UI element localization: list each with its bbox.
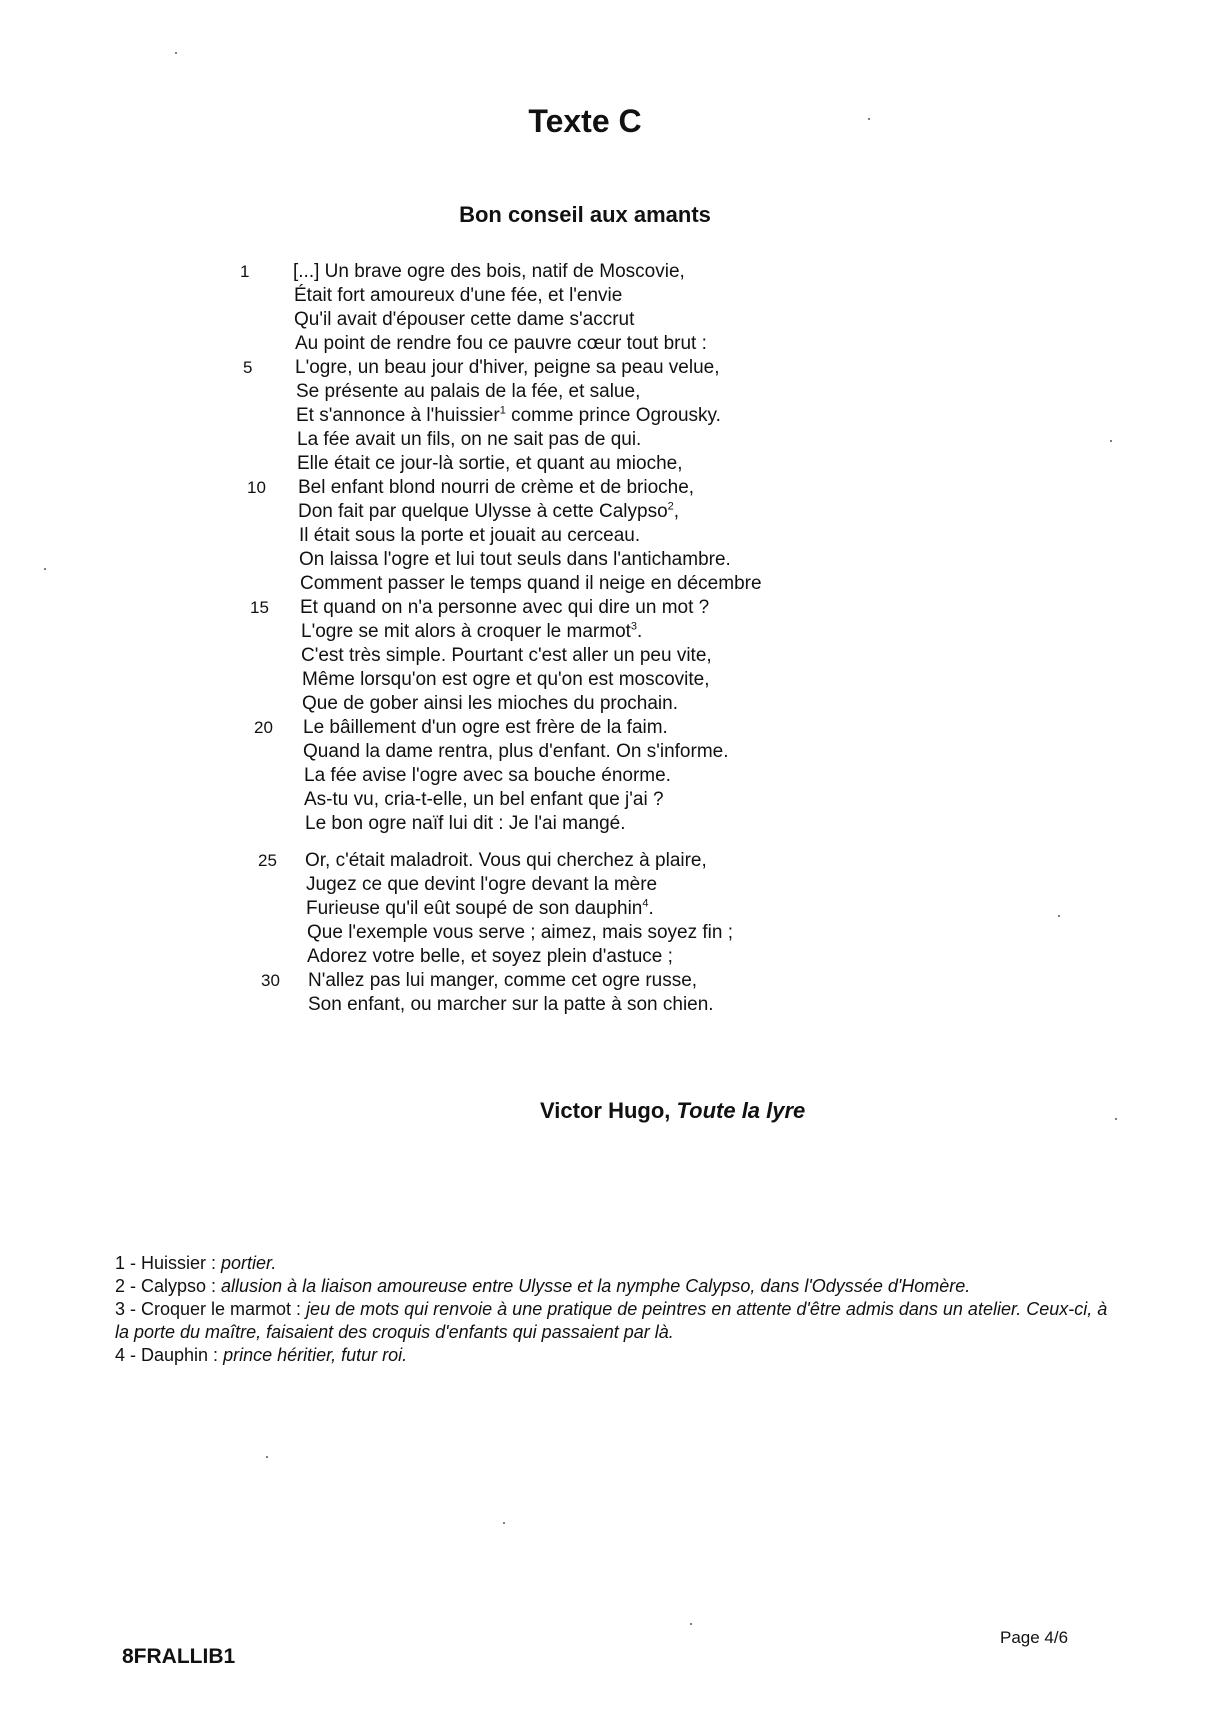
line-text — [308, 969, 697, 993]
line-text — [298, 476, 694, 500]
verse-text: Bel enfant blond nourri de crème et de brioche, — [298, 477, 695, 498]
line-text — [300, 596, 709, 620]
verse-text: Le bâillement d'un ogre est frère de la faim. — [303, 717, 668, 738]
poem-line — [0, 716, 1216, 740]
poem-line — [0, 921, 1216, 945]
verse-text: Son enfant, ou marcher sur la patte à son chien. — [308, 994, 714, 1015]
scan-speck — [1110, 440, 1112, 442]
verse-text-tail: comme prince Ogrousky. — [505, 405, 721, 426]
verse-text: Jugez ce que devint l'ogre devant la mère — [306, 874, 658, 895]
poem-line — [0, 308, 1216, 332]
line-number: 30 — [261, 971, 280, 990]
line-number: 10 — [247, 478, 266, 497]
verse-text: Adorez votre belle, et soyez plein d'astuce ; — [307, 946, 673, 967]
line-text — [297, 452, 682, 476]
poem-line — [0, 404, 1216, 428]
poem-line — [0, 428, 1216, 452]
poem-line — [0, 644, 1216, 668]
verse-text: La fée avait un fils, on ne sait pas de qui. — [297, 429, 642, 450]
footnote-definition: jeu de mots qui renvoie à une pratique de peintres en attente d'être admis dans un atelier. Ceux-ci, à la porte du maître, faisaient des croquis d'enfants qui passaient par là. — [115, 1299, 1108, 1342]
verse-text: On laissa l'ogre et lui tout seuls dans l'antichambre. — [299, 549, 731, 570]
line-text — [305, 812, 626, 836]
poem-line — [0, 668, 1216, 692]
poem-line — [0, 524, 1216, 548]
poem-line — [0, 284, 1216, 308]
poem-line — [0, 260, 1216, 284]
verse-text: Que l'exemple vous serve ; aimez, mais soyez fin ; — [307, 922, 734, 943]
line-text — [301, 620, 642, 644]
poem-line — [0, 969, 1216, 993]
line-text — [300, 572, 762, 596]
poem-line — [0, 764, 1216, 788]
verse-text: La fée avise l'ogre avec sa bouche énorme. — [304, 765, 671, 786]
scan-speck — [1058, 915, 1060, 917]
footnote-term: 2 - Calypso : — [115, 1276, 222, 1296]
poem-line — [0, 692, 1216, 716]
footnote-definition: allusion à la liaison amoureuse entre Ulysse et la nymphe Calypso, dans l'Odyssée d'Homère. — [221, 1276, 971, 1296]
line-text — [306, 873, 657, 897]
verse-text: Qu'il avait d'épouser cette dame s'accrut — [294, 309, 635, 330]
verse-text: Que de gober ainsi les mioches du prochain. — [302, 693, 679, 714]
line-text — [304, 764, 671, 788]
footnote-ref: 2 — [667, 500, 674, 513]
exam-code: 8FRALLIB1 — [122, 1645, 236, 1668]
verse-text: Était fort amoureux d'une fée, et l'envie — [294, 285, 623, 306]
verse-text: Au point de rendre fou ce pauvre cœur tout brut : — [295, 333, 707, 354]
footnote — [115, 1275, 1115, 1298]
poem-line — [0, 849, 1216, 873]
verse-text: Et s'annonce à l'huissier — [296, 405, 500, 426]
line-text — [301, 644, 712, 668]
poem-line — [0, 572, 1216, 596]
footnote-term: 3 - Croquer le marmot : — [115, 1299, 307, 1319]
verse-text: As-tu vu, cria-t-elle, un bel enfant que j'ai ? — [304, 789, 664, 810]
footnote-definition: portier. — [221, 1253, 277, 1273]
poem-line — [0, 596, 1216, 620]
verse-text: N'allez pas lui manger, comme cet ogre russe, — [308, 970, 698, 991]
footnote-ref: 1 — [499, 404, 506, 417]
scan-speck — [503, 1522, 505, 1524]
poem-line — [0, 356, 1216, 380]
line-text — [307, 921, 733, 945]
line-number: 15 — [250, 598, 269, 617]
poem-line — [0, 476, 1216, 500]
footnote — [115, 1252, 1115, 1275]
poem-line — [0, 873, 1216, 897]
verse-text-tail: . — [637, 621, 643, 642]
line-text — [306, 897, 654, 921]
footnotes — [115, 1252, 1115, 1367]
verse-text: Le bon ogre naïf lui dit : Je l'ai mangé. — [305, 813, 626, 834]
poem-line — [0, 897, 1216, 921]
footnote — [115, 1298, 1115, 1344]
page-number: Page 4/6 — [1000, 1628, 1069, 1647]
verse-text-tail: , — [673, 501, 680, 522]
line-text — [302, 668, 710, 692]
line-text — [293, 260, 685, 284]
line-text — [308, 993, 714, 1017]
poem-line — [0, 332, 1216, 356]
line-text — [296, 380, 640, 404]
page-title: Texte C — [528, 103, 642, 139]
verse-text: [...] Un brave ogre des bois, natif de Moscovie, — [293, 261, 685, 282]
verse-text-tail: . — [648, 898, 654, 919]
footnote-definition: prince héritier, futur roi. — [223, 1345, 408, 1365]
line-text — [303, 716, 668, 740]
poem-line — [0, 380, 1216, 404]
footnote-ref: 3 — [630, 620, 638, 633]
line-text — [296, 404, 721, 428]
line-number: 1 — [240, 262, 250, 281]
line-text — [295, 332, 707, 356]
line-number: 5 — [243, 358, 253, 377]
work-title: Toute la lyre — [676, 1098, 806, 1123]
line-text — [294, 284, 622, 308]
scan-speck — [868, 118, 870, 120]
verse-text: Se présente au palais de la fée, et salue, — [296, 381, 641, 402]
scan-speck — [175, 52, 177, 54]
line-text — [294, 308, 634, 332]
line-number: 25 — [258, 851, 277, 870]
poem-line — [0, 452, 1216, 476]
verse-text: Don fait par quelque Ulysse à cette Calypso — [298, 501, 668, 522]
verse-text: L'ogre, un beau jour d'hiver, peigne sa peau velue, — [295, 357, 720, 378]
footnote-ref: 4 — [642, 897, 649, 910]
line-text — [305, 849, 707, 873]
line-text — [303, 740, 729, 764]
scan-speck — [1115, 1118, 1117, 1120]
poem-line — [0, 740, 1216, 764]
line-text — [297, 428, 641, 452]
poem-line — [0, 788, 1216, 812]
line-text — [304, 788, 664, 812]
footnote-term: 1 - Huissier : — [115, 1253, 222, 1273]
line-text — [299, 524, 640, 548]
verse-text: Elle était ce jour-là sortie, et quant au mioche, — [297, 453, 683, 474]
line-number: 20 — [254, 718, 273, 737]
poem-title: Bon conseil aux amants — [459, 202, 711, 227]
line-text — [299, 548, 731, 572]
author-name: Victor Hugo, — [540, 1098, 671, 1123]
scan-speck — [266, 1456, 268, 1458]
verse-text: Or, c'était maladroit. Vous qui cherchez à plaire, — [305, 850, 707, 871]
verse-text: Et quand on n'a personne avec qui dire un mot ? — [300, 597, 710, 618]
poem-line — [0, 945, 1216, 969]
poem-line — [0, 620, 1216, 644]
poem-line — [0, 500, 1216, 524]
attribution — [540, 1098, 805, 1124]
scan-speck — [44, 568, 46, 570]
verse-text: Il était sous la porte et jouait au cerceau. — [299, 525, 641, 546]
line-text — [307, 945, 673, 969]
verse-text: Même lorsqu'on est ogre et qu'on est moscovite, — [302, 669, 710, 690]
poem-line — [0, 812, 1216, 836]
verse-text: C'est très simple. Pourtant c'est aller un peu vite, — [301, 645, 712, 666]
line-text — [302, 692, 678, 716]
verse-text: Quand la dame rentra, plus d'enfant. On s'informe. — [303, 741, 729, 762]
footnote — [115, 1344, 1115, 1367]
verse-text: L'ogre se mit alors à croquer le marmot — [301, 621, 631, 642]
poem-line — [0, 993, 1216, 1017]
verse-text: Comment passer le temps quand il neige en décembre — [300, 573, 762, 594]
verse-text: Furieuse qu'il eût soupé de son dauphin — [306, 898, 643, 919]
footnote-term: 4 - Dauphin : — [115, 1345, 224, 1365]
scan-speck — [690, 1623, 692, 1625]
poem-line — [0, 548, 1216, 572]
line-text — [295, 356, 720, 380]
line-text — [298, 500, 679, 524]
